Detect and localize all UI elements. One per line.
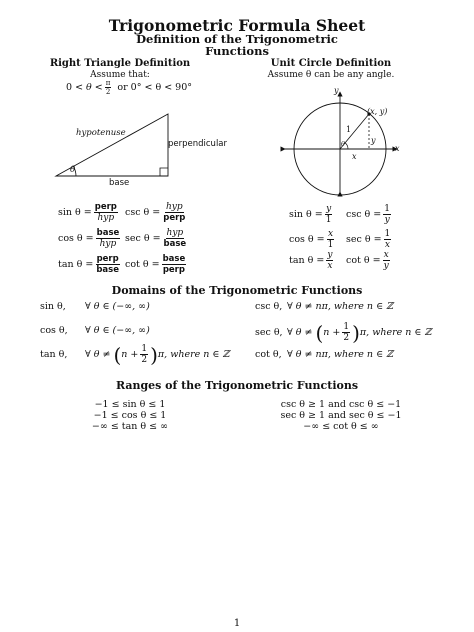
right-triangle-assume: Assume that: <box>90 70 150 80</box>
subtitle-line-2: Functions <box>205 44 269 58</box>
range-csc: csc θ ≥ 1 and csc θ ≤ −1 <box>280 399 402 410</box>
unit-circle-heading: Unit Circle Definition <box>270 58 392 69</box>
condition-tail: or 0° < θ < 90° <box>117 82 193 93</box>
right-triangle-condition: 0 < θ < $\frac{\pi}{2}$ or 0° < θ < 90° <box>66 79 193 96</box>
ranges-left <box>70 399 190 432</box>
domain-csc: csc θ, ∀ θ ≠ nπ, where n ∈ ℤ <box>255 301 394 312</box>
x-length-label: x <box>352 152 357 161</box>
x-axis-label: x <box>395 144 400 153</box>
uc-cos-def: cos θ = $\frac{x}{1}$ <box>289 229 334 250</box>
range-cos: −1 ≤ cos θ ≤ 1 <box>93 410 167 421</box>
range-tan: −∞ ≤ tan θ ≤ ∞ <box>91 421 169 432</box>
right-triangle-heading: Right Triangle Definition <box>49 58 191 69</box>
rt-sec-def: sec θ = $\frac{\text{hyp}}{\text{base}}$ <box>125 228 187 249</box>
unit-theta-label: θ <box>341 140 345 148</box>
ranges-right <box>276 399 406 432</box>
uc-cot-def: cot θ = $\frac{x}{y}$ <box>346 250 389 271</box>
triangle-theta-label: θ <box>70 165 76 175</box>
right-angle-marker <box>160 168 168 176</box>
subtitle-line-1: Definition of the Trigonometric <box>136 32 338 46</box>
unit-angle-arc <box>345 143 348 149</box>
range-sec: sec θ ≥ 1 and sec θ ≤ −1 <box>280 410 402 421</box>
point-label: (x, y) <box>367 107 388 116</box>
radius-label: 1 <box>346 125 352 134</box>
domain-sin: sin θ, ∀ θ ∈ (−∞, ∞) <box>40 301 150 312</box>
domains-heading: Domains of the Trigonometric Functions <box>111 284 363 297</box>
uc-csc-def: csc θ = $\frac{1}{y}$ <box>346 204 390 225</box>
hypotenuse-label: hypotenuse <box>76 128 126 138</box>
y-length-label: y <box>371 136 376 145</box>
range-cot: −∞ ≤ cot θ ≤ ∞ <box>303 421 379 432</box>
ranges-heading: Ranges of the Trigonometric Functions <box>115 379 359 392</box>
base-label: base <box>109 178 130 188</box>
rt-sin-def: sin θ = $\frac{\text{perp}}{\text{hyp}}$ <box>58 202 117 223</box>
rt-cos-def: cos θ = $\frac{\text{base}}{\text{hyp}}$ <box>58 228 120 249</box>
domain-tan: tan θ, ∀ θ ≠ ( n + $\frac{1}{2}$ ) π, where n ∈ ℤ <box>40 342 230 367</box>
y-axis-label: y <box>334 86 339 95</box>
domain-sec: sec θ, ∀ θ ≠ ( n + $\frac{1}{2}$ ) π, where n ∈ ℤ <box>255 320 432 345</box>
unit-circle-assume: Assume θ can be any angle. <box>267 70 395 80</box>
page-subtitle <box>0 33 474 57</box>
rt-tan-def: tan θ = $\frac{\text{perp}}{\text{base}}$ <box>58 254 119 275</box>
uc-sec-def: sec θ = $\frac{1}{x}$ <box>346 229 391 250</box>
perpendicular-label: perpendicular <box>168 139 228 149</box>
uc-sin-def: sin θ = $\frac{y}{1}$ <box>289 204 332 225</box>
right-triangle-diagram <box>48 110 178 188</box>
rt-cot-def: cot θ = $\frac{\text{base}}{\text{perp}}$ <box>125 254 186 275</box>
range-sin: −1 ≤ sin θ ≤ 1 <box>94 399 166 410</box>
rt-csc-def: csc θ = $\frac{\text{hyp}}{\text{perp}}$ <box>125 202 186 223</box>
domain-cos: cos θ, ∀ θ ∈ (−∞, ∞) <box>40 325 150 336</box>
page-title: Trigonometric Formula Sheet <box>108 16 366 35</box>
page-number: 1 <box>233 618 241 629</box>
uc-tan-def: tan θ = $\frac{y}{x}$ <box>289 250 333 271</box>
domain-cot: cot θ, ∀ θ ≠ nπ, where n ∈ ℤ <box>255 349 394 360</box>
